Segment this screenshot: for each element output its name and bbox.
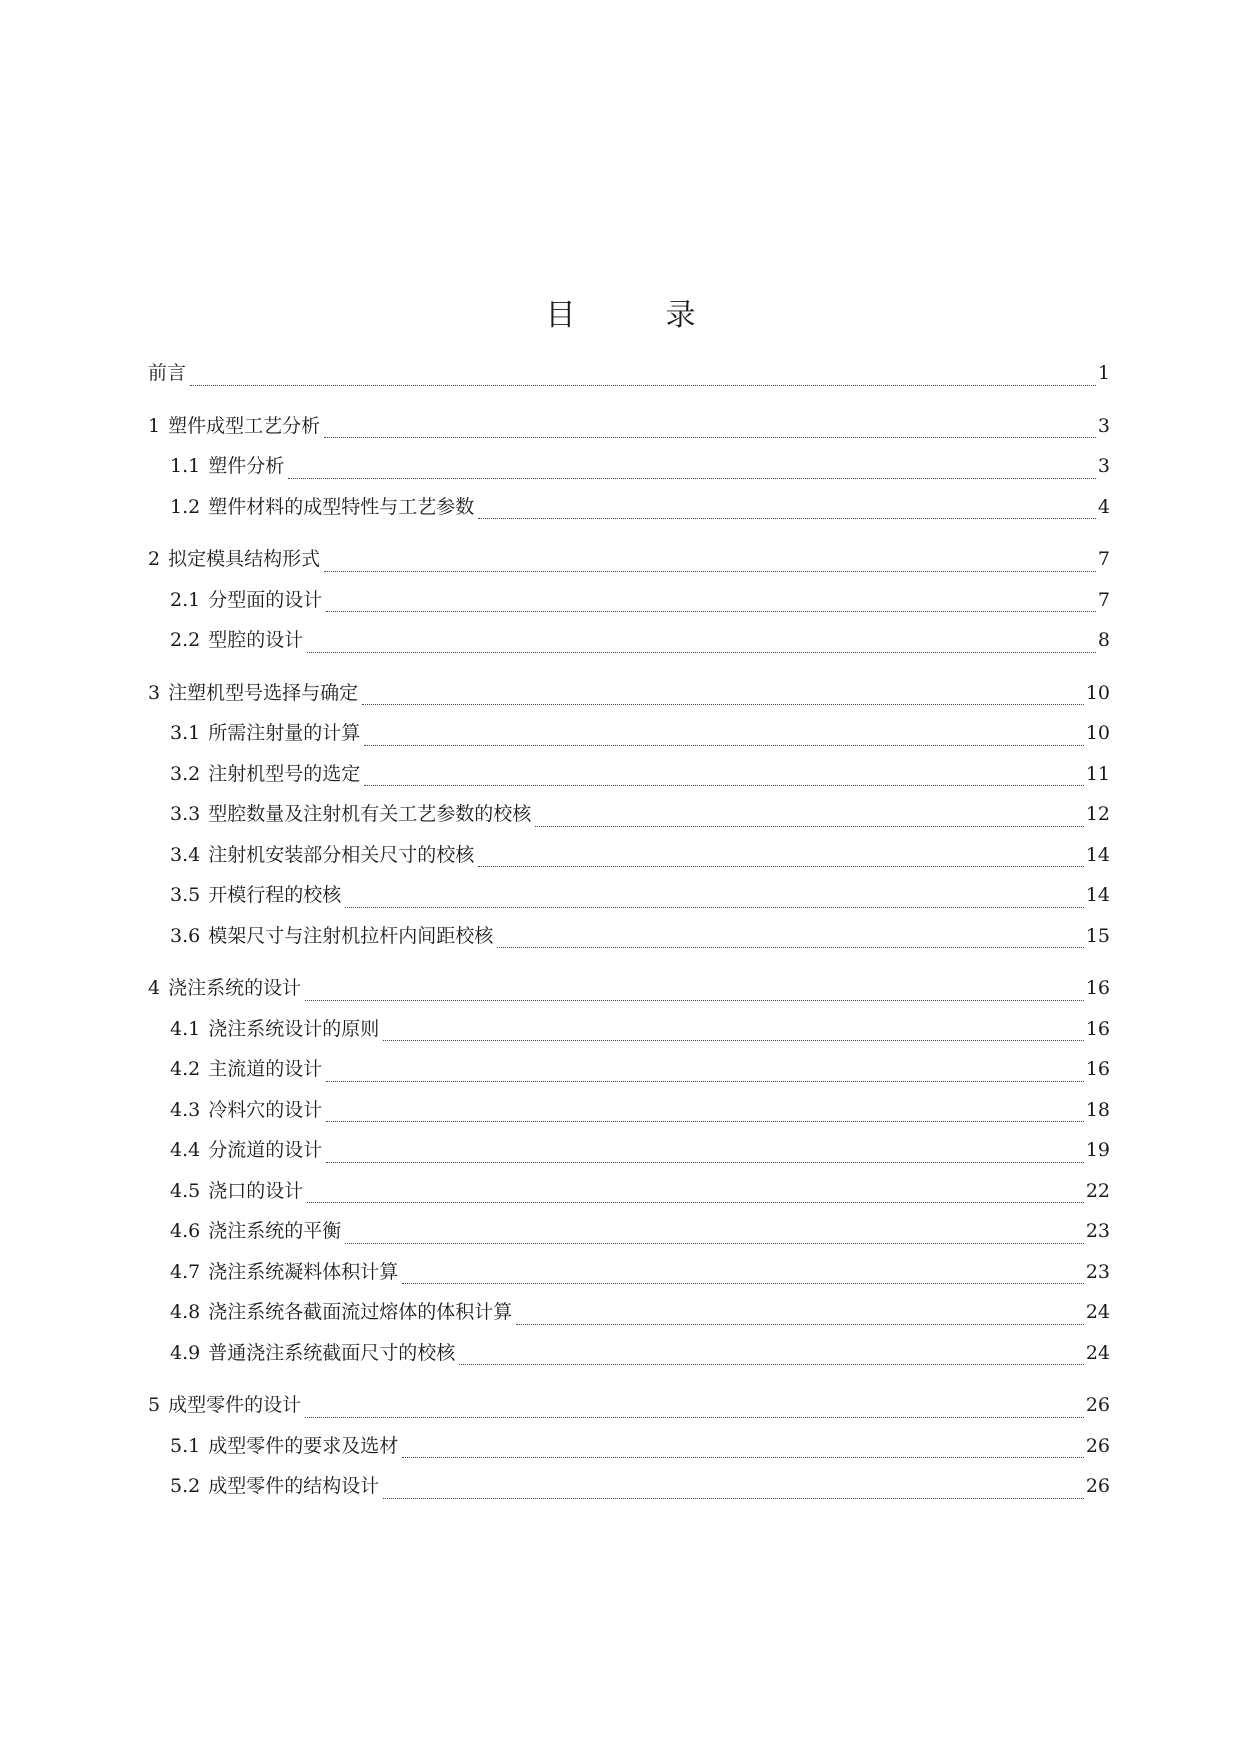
toc-entry-number: 3.6 [170,924,201,947]
toc-section-entry[interactable] [148,1299,1110,1340]
dot-leader [383,1497,1084,1499]
toc-page-number: 19 [1085,1139,1110,1161]
toc-chapter-entry[interactable] [148,360,1110,401]
toc-entry-number: 1 [148,414,161,437]
toc-entry-title: 拟定模具结构形式 [168,548,321,570]
toc-entry-number: 4 [148,977,161,999]
toc-section-entry[interactable] [148,587,1110,628]
dot-leader [190,384,1096,386]
toc-page-number: 10 [1085,681,1110,704]
toc-section-entry[interactable] [148,1178,1110,1219]
toc-page-number: 12 [1085,803,1110,825]
dot-leader [402,1456,1084,1458]
toc-page-number: 10 [1085,722,1110,744]
toc-entry-title: 浇口的设计 [208,1179,304,1202]
toc-section-entry[interactable] [148,1340,1110,1381]
toc-entry-title: 浇注系统的设计 [168,977,302,999]
toc-page-number: 24 [1085,1301,1110,1323]
toc-entry-title: 注射机型号的选定 [208,762,361,785]
dot-leader [345,906,1084,908]
dot-leader [326,1080,1084,1082]
toc-entry-number: 5.1 [170,1434,201,1457]
toc-entry-title: 塑件材料的成型特性与工艺参数 [208,495,475,518]
toc-entry-number: 2 [148,548,161,570]
toc-entry-number: 4.2 [170,1058,201,1080]
toc-entry-title: 成型零件的要求及选材 [208,1434,399,1457]
toc-entry-number: 3 [148,681,161,704]
toc-section-entry[interactable] [148,842,1110,883]
toc-page-number: 8 [1097,629,1110,651]
dot-leader [497,946,1084,948]
toc-entry-title: 主流道的设计 [208,1058,323,1080]
toc-entry-title: 所需注射量的计算 [208,722,361,744]
toc-page-number: 7 [1097,588,1110,611]
toc-page-number: 3 [1097,414,1110,437]
toc-entry-title: 塑件分析 [208,455,285,477]
toc-entry-title: 前言 [148,362,187,384]
dot-leader [364,744,1084,746]
toc-section-entry[interactable] [148,1218,1110,1259]
toc-section-entry[interactable] [148,627,1110,668]
toc-page-number: 4 [1097,495,1110,518]
toc-entry-title: 开模行程的校核 [208,884,342,906]
dot-leader [305,1416,1084,1418]
toc-entry-number: 4.9 [170,1341,201,1364]
toc-page-number: 24 [1085,1341,1110,1364]
toc-page-number: 7 [1097,548,1110,570]
toc-entry-number: 5.2 [170,1475,201,1497]
toc-entry-title: 浇注系统的平衡 [208,1220,342,1242]
toc-entry-number: 1.1 [170,455,201,477]
toc-entry-number: 3.1 [170,722,201,744]
toc-page-number: 11 [1085,762,1110,785]
toc-entry-title: 成型零件的设计 [168,1394,302,1416]
toc-entry-number: 1.2 [170,495,201,518]
toc-entry-number: 5 [148,1394,161,1416]
toc-page-number: 14 [1085,884,1110,906]
toc-page-number: 23 [1085,1220,1110,1242]
toc-page-number: 1 [1097,362,1110,384]
toc-entry-title: 浇注系统设计的原则 [208,1017,380,1040]
toc-chapter-entry[interactable] [148,413,1110,454]
dot-leader [535,825,1084,827]
dot-leader [324,570,1096,572]
toc-entry-title: 普通浇注系统截面尺寸的校核 [208,1341,456,1364]
toc-section-entry[interactable] [148,761,1110,802]
toc-entry-number: 4.4 [170,1139,201,1161]
dot-leader [307,1201,1084,1203]
toc-entry-title: 成型零件的结构设计 [208,1475,380,1497]
toc-page-number: 16 [1085,1058,1110,1080]
toc-entry-number: 4.8 [170,1301,201,1323]
dot-leader [307,651,1096,653]
toc-chapter-entry[interactable] [148,1392,1110,1433]
dot-leader [326,1161,1084,1163]
dot-leader [383,1039,1084,1041]
dot-leader [459,1363,1084,1365]
dot-leader [324,436,1096,438]
toc-entry-number: 4.1 [170,1017,201,1040]
toc-page-number: 14 [1085,843,1110,866]
dot-leader [326,1120,1084,1122]
toc-chapter-entry[interactable] [148,975,1110,1016]
toc-page-number: 23 [1085,1260,1110,1283]
dot-leader [478,517,1096,519]
toc-page-number: 3 [1097,455,1110,477]
toc-section-entry[interactable] [148,1016,1110,1057]
toc-entry-number: 4.6 [170,1220,201,1242]
toc-entry-number: 4.5 [170,1179,201,1202]
page-title: 目 录 [545,298,726,333]
toc-entry-number: 3.5 [170,884,201,906]
toc-entry-title: 塑件成型工艺分析 [168,414,321,437]
toc-section-entry[interactable] [148,882,1110,923]
toc-section-entry[interactable] [148,923,1110,964]
toc-page-number: 16 [1085,977,1110,999]
dot-leader [345,1242,1084,1244]
toc-page-number: 26 [1085,1475,1110,1497]
toc-entry-title: 注塑机型号选择与确定 [168,681,359,704]
toc-entry-number: 3.3 [170,803,201,825]
toc-entry-title: 型腔数量及注射机有关工艺参数的校核 [208,803,532,825]
toc-chapter-entry[interactable] [148,546,1110,587]
toc-page-number: 26 [1085,1394,1110,1416]
toc-section-entry[interactable] [148,801,1110,842]
toc-page-number: 26 [1085,1434,1110,1457]
toc-section-entry[interactable] [148,494,1110,535]
toc-page-number: 16 [1085,1017,1110,1040]
toc-section-entry[interactable] [148,453,1110,494]
toc-page-number: 22 [1085,1179,1110,1202]
toc-section-entry[interactable] [148,1433,1110,1474]
dot-leader [402,1282,1084,1284]
toc-entry-title: 注射机安装部分相关尺寸的校核 [208,843,475,866]
toc-entry-title: 浇注系统各截面流过熔体的体积计算 [208,1301,513,1323]
toc-entry-title: 分型面的设计 [208,588,323,611]
dot-leader [305,999,1084,1001]
toc-entry-title: 模架尺寸与注射机拉杆内间距校核 [208,924,494,947]
dot-leader [288,477,1096,479]
dot-leader [362,703,1084,705]
dot-leader [516,1323,1084,1325]
toc-section-entry[interactable] [148,1473,1110,1514]
dot-leader [364,784,1084,786]
toc-section-entry[interactable] [148,1259,1110,1300]
dot-leader [326,610,1096,612]
toc-section-entry[interactable] [148,1056,1110,1097]
toc-entry-title: 型腔的设计 [208,629,304,651]
toc-page-number: 15 [1085,924,1110,947]
toc-entry-number: 2.1 [170,588,201,611]
toc-entry-number: 3.4 [170,843,201,866]
toc-entry-title: 冷料穴的设计 [208,1098,323,1121]
dot-leader [478,865,1084,867]
toc-section-entry[interactable] [148,1137,1110,1178]
toc-section-entry[interactable] [148,1097,1110,1138]
toc-entry-number: 2.2 [170,629,201,651]
toc-section-entry[interactable] [148,720,1110,761]
toc-page-number: 18 [1085,1098,1110,1121]
toc-list [148,360,1110,1514]
toc-entry-title: 分流道的设计 [208,1139,323,1161]
toc-entry-title: 浇注系统凝料体积计算 [208,1260,399,1283]
toc-entry-number: 3.2 [170,762,201,785]
toc-chapter-entry[interactable] [148,680,1110,721]
toc-entry-number: 4.7 [170,1260,201,1283]
toc-entry-number: 4.3 [170,1098,201,1121]
